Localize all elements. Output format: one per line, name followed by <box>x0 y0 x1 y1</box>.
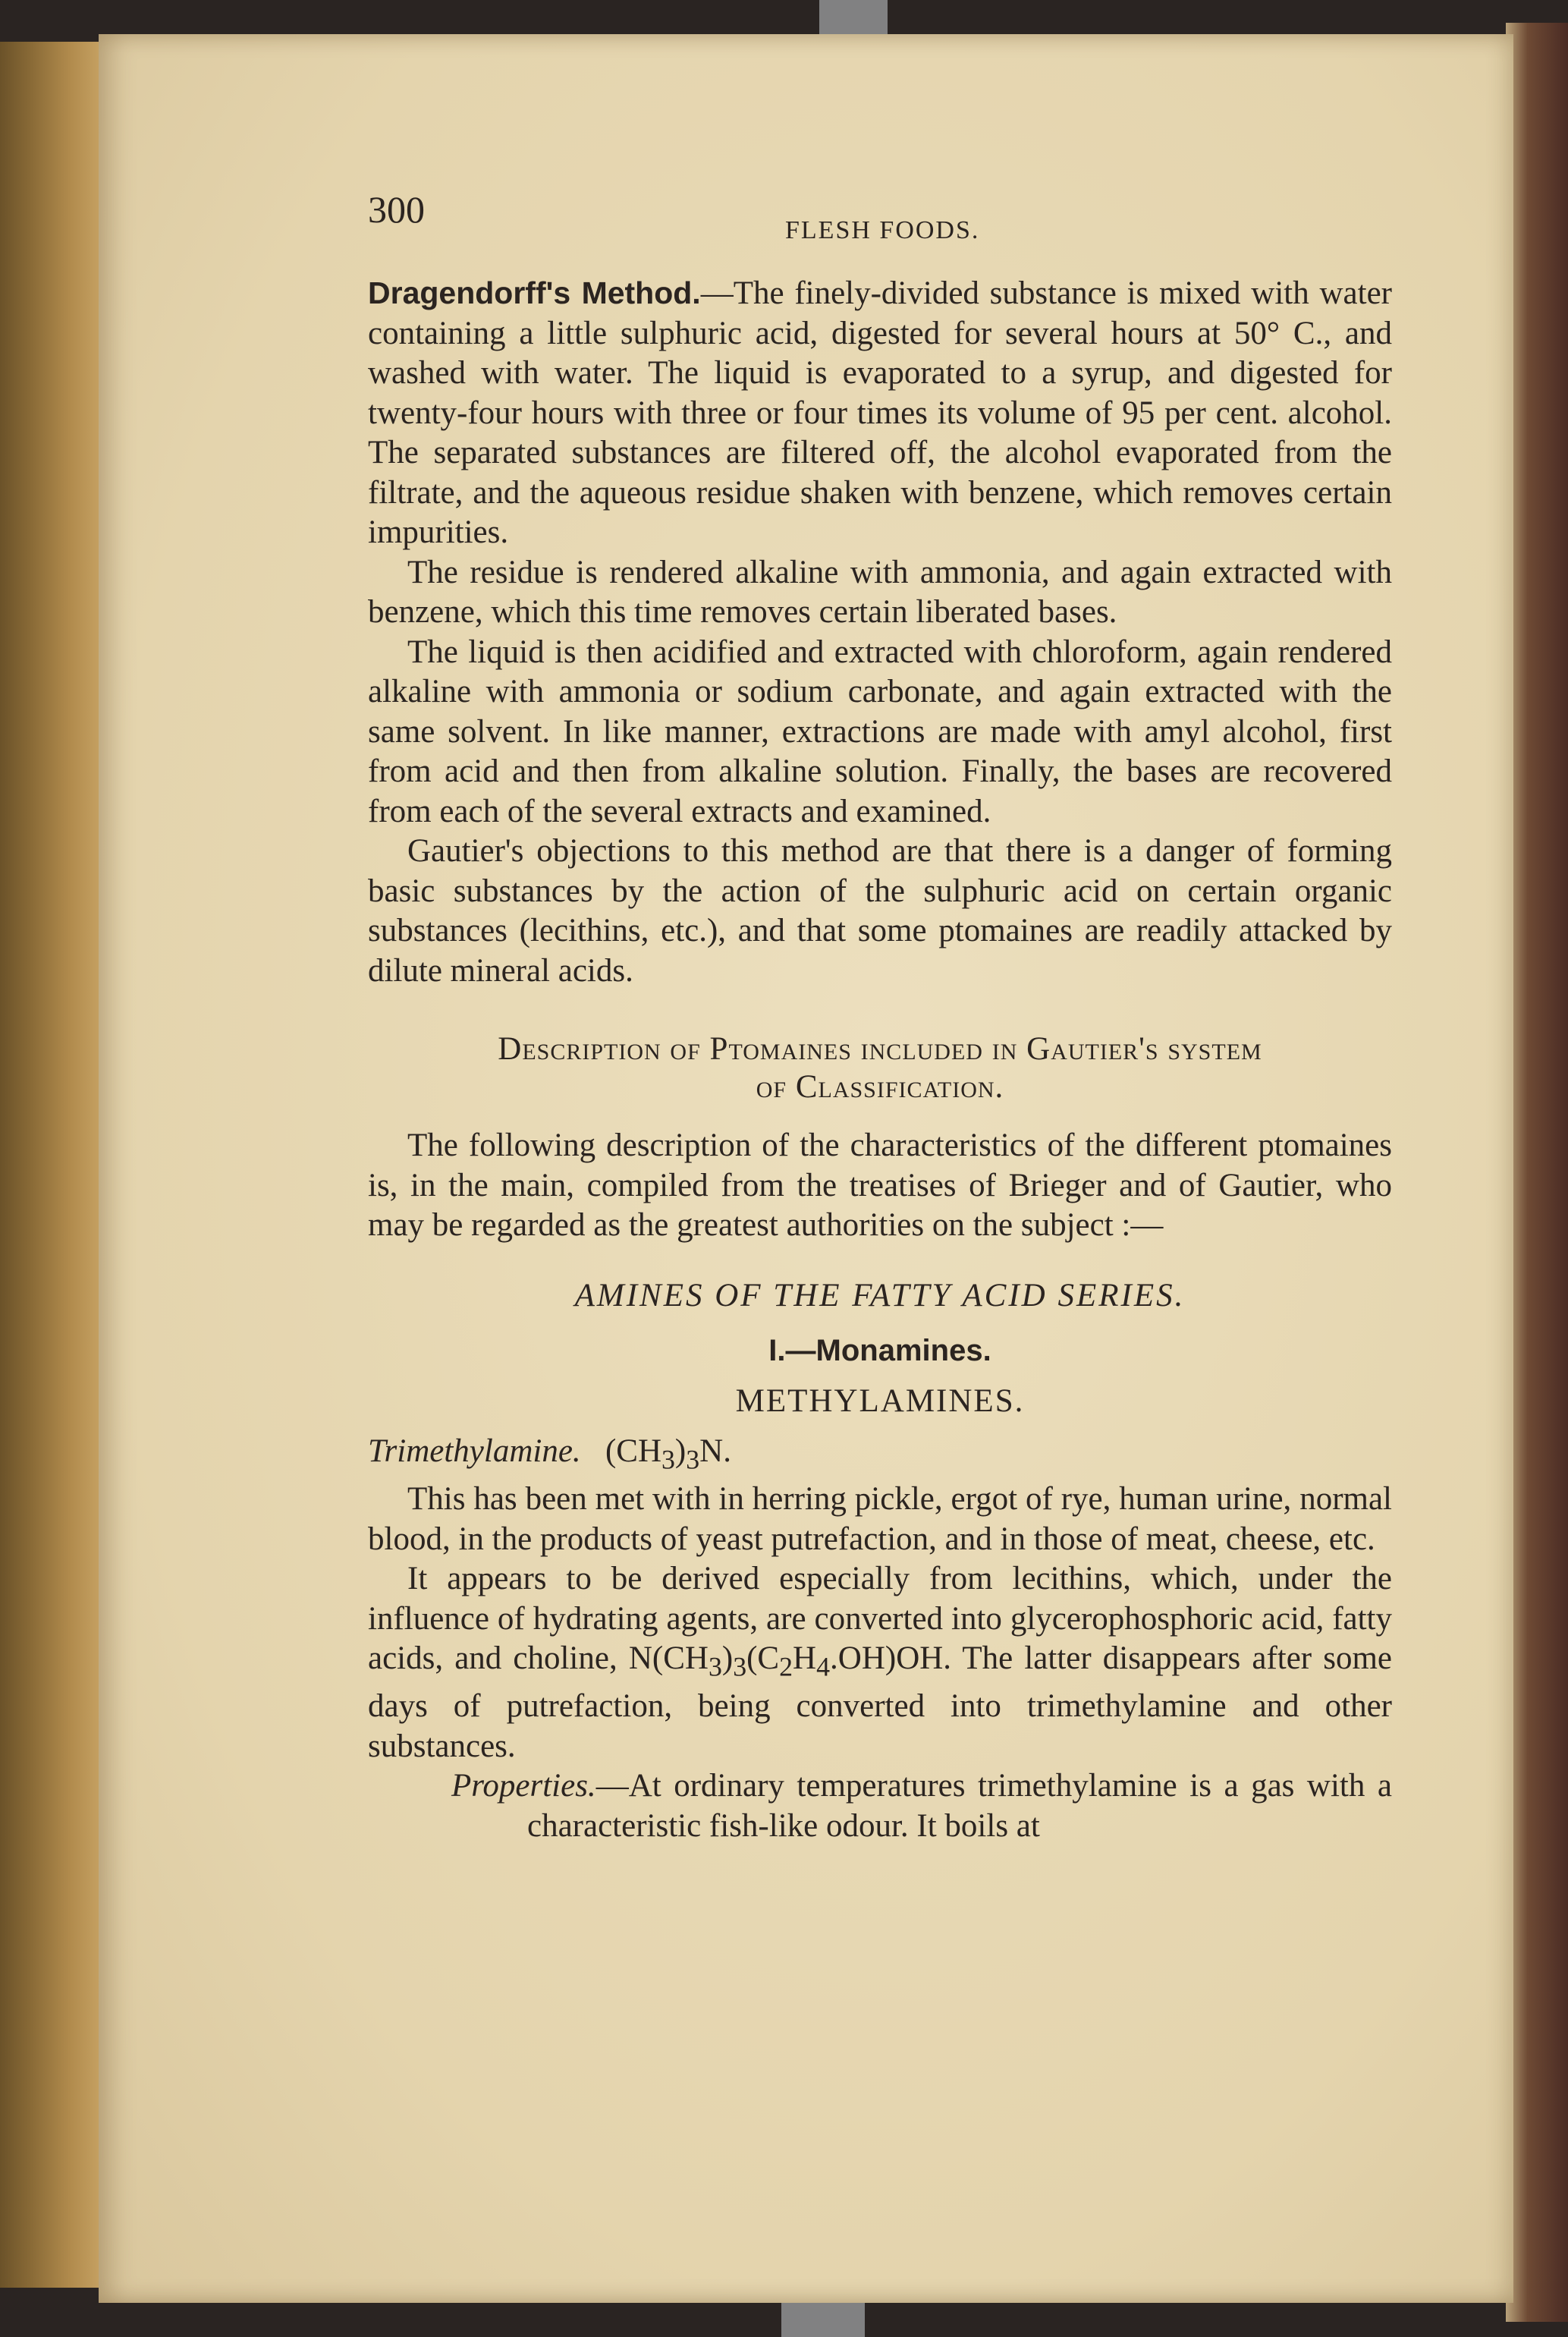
compound-name: Trimethylamine. <box>368 1433 581 1469</box>
paragraph-lead: Dragendorff's Method. <box>368 275 701 310</box>
sub-heading: I.—Monamines. <box>768 1334 991 1367</box>
page-text <box>368 190 1392 1846</box>
section-title <box>368 1030 1392 1106</box>
compound-formula <box>605 1433 731 1475</box>
paragraph-occurrence: This has been met with in herring pickle, ergot of rye, human urine, normal blood, in the products of yeast putrefaction, and in those of meat, cheese, etc. <box>368 1481 1392 1557</box>
formula-subscript: 3 <box>733 1651 747 1682</box>
formula-subscript: 3 <box>661 1444 675 1475</box>
formula-subscript: 3 <box>686 1444 700 1475</box>
series-heading: AMINES OF THE FATTY ACID SERIES. <box>574 1277 1186 1313</box>
text-part: .OH)OH. The latter disappears after some days of putrefaction, being converted into trimethylamine and other substances. <box>368 1640 1393 1764</box>
paragraph-derivation <box>368 1559 1392 1766</box>
compound-line <box>368 1432 1392 1480</box>
book-cover-edge <box>1506 23 1568 2322</box>
formula-part: (CH <box>605 1433 661 1469</box>
tape-bottom <box>781 2303 865 2337</box>
paragraph-description: The following description of the characteristics of the different ptomaines is, in the main, compiled from the treatises of Brieger and of Gautier, who may be regarded as the greatest authorities on the subject :— <box>368 1128 1392 1243</box>
formula-subscript: 2 <box>779 1651 793 1682</box>
page-number: 300 <box>368 188 425 231</box>
paragraph-properties <box>368 1766 1392 1846</box>
section-title-line-2: of Classification. <box>756 1069 1004 1105</box>
properties-lead: Properties. <box>451 1768 596 1804</box>
running-head: FLESH FOODS. <box>785 216 980 244</box>
paragraph-text: —The finely-divided substance is mixed with water containing a little sulphuric acid, digested for several hours at 50° C., and washed with water. The liquid is evaporated to a syrup, and digested for twenty-four hours with three or four times its volume of 95 per cent. alcohol. The separated substances are filtered off, the alcohol evaporated from the filtrate, and the aqueous residue shaken with benzene, which removes certain impurities. <box>368 275 1392 550</box>
section-title-line-1: Description of Ptomaines included in Gautier's system <box>498 1031 1262 1067</box>
formula-part: ) <box>674 1433 687 1469</box>
paragraph-dragendorff <box>368 273 1392 553</box>
properties-text: —At ordinary temperatures trimethylamine is a gas with a characteristic fish-like odour. It boils at <box>527 1768 1392 1844</box>
tape-top <box>819 0 888 34</box>
text-part: It appears to be derived especially from lecithins, which, under the influence of hydrating agents, are converted into glycerophosphoric acid, fatty acids, and choline, N(CH <box>368 1561 1392 1677</box>
formula-subscript: 4 <box>816 1651 831 1682</box>
text-part: ) <box>721 1640 734 1677</box>
book-page-edges <box>0 42 106 2288</box>
paragraph-gautier-objections: Gautier's objections to this method are that there is a danger of forming basic substances by the action of the sulphuric acid on certain organic substances (lecithins, etc.), and that some ptomaines are readily attacked by dilute mineral acids. <box>368 833 1392 989</box>
formula-part: N. <box>699 1433 731 1469</box>
group-heading: METHYLAMINES. <box>735 1382 1025 1419</box>
text-part: H <box>793 1640 817 1677</box>
formula-subscript: 3 <box>708 1651 722 1682</box>
paragraph-residue: The residue is rendered alkaline with ammonia, and again extracted with benzene, which this time removes certain liberated bases. <box>368 554 1392 630</box>
page-header <box>368 190 1392 273</box>
text-part: (C <box>746 1640 780 1677</box>
paragraph-liquid: The liquid is then acidified and extracted with chloroform, again rendered alkaline with ammonia or sodium carbonate, and again extracted with the same solvent. In like manner, extractions are made with amyl alcohol, first from acid and then from alkaline solution. Finally, the bases are recovered from each of the several extracts and examined. <box>368 634 1392 829</box>
